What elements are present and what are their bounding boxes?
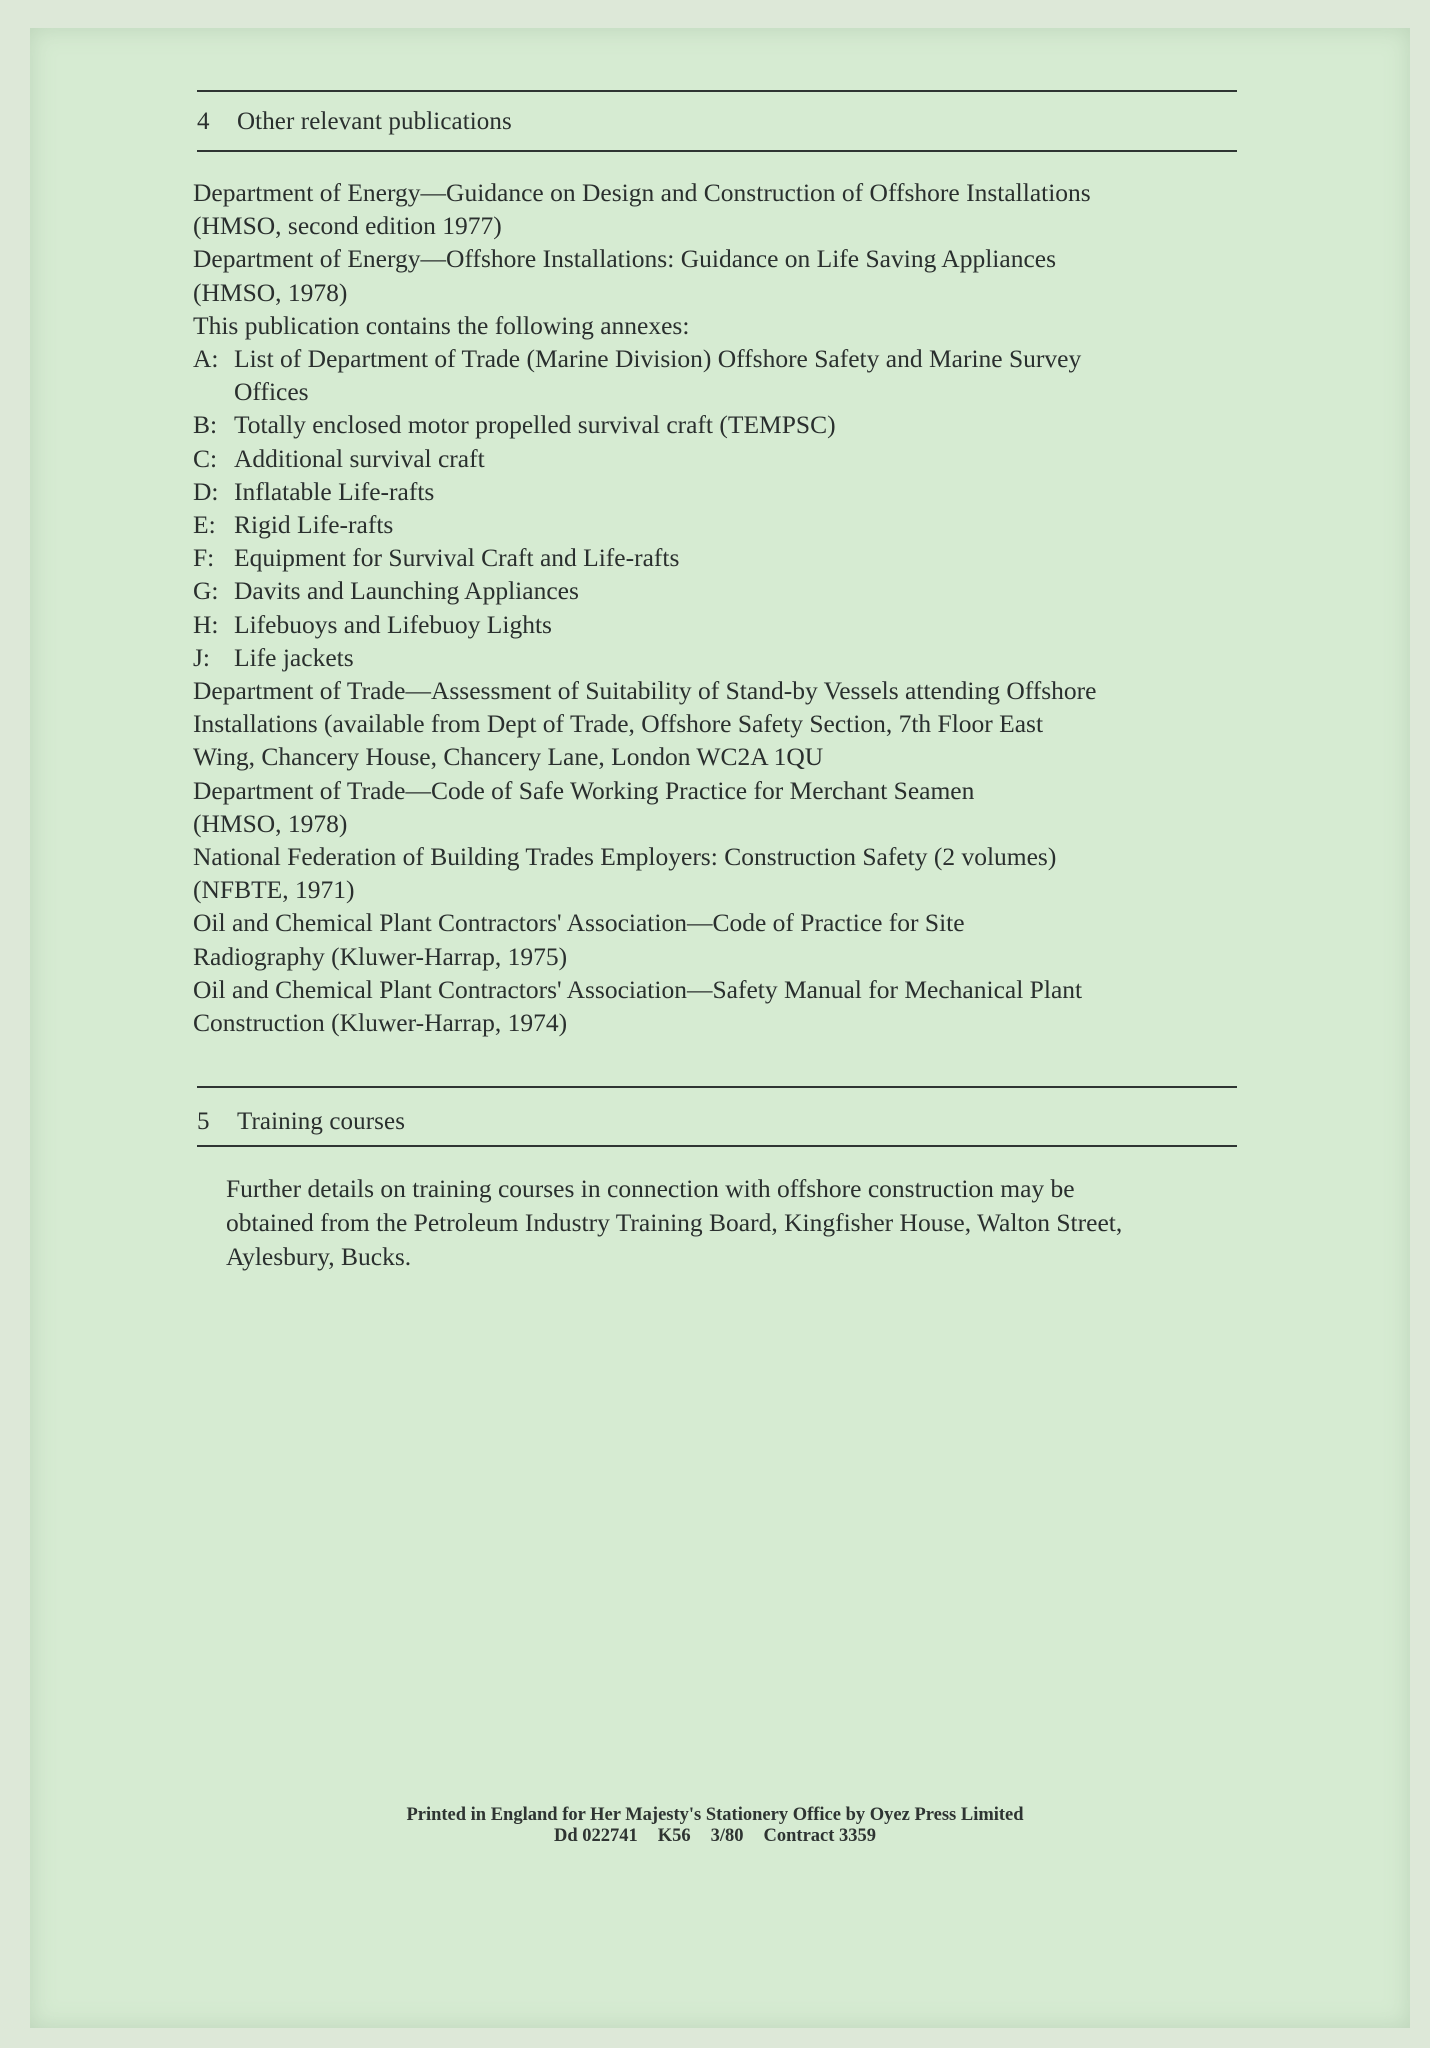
annex-item [193, 574, 1253, 607]
publication-line: (HMSO, 1978) [193, 277, 348, 307]
section-4-bottom-rule [197, 150, 1237, 152]
publication-line: Department of Energy—Guidance on Design and Construction of Offshore Installations [193, 178, 1091, 207]
section-5-number: 5 [197, 1108, 210, 1135]
publication-line: Oil and Chemical Plant Contractors' Association—Code of Practice for Site [193, 908, 965, 938]
imprint-contract: Contract 3359 [763, 1826, 877, 1846]
publication-item [193, 973, 1253, 1039]
section-5-bottom-rule [197, 1145, 1237, 1147]
section-5-title: Training courses [237, 1108, 406, 1135]
publication-line: Department of Trade—Code of Safe Working Practice for Merchant Seamen [193, 775, 975, 805]
annex-intro [193, 309, 1253, 342]
annex-item [193, 408, 1253, 441]
annex-list [193, 342, 1253, 674]
publication-item [193, 176, 1253, 242]
annex-text: Inflatable Life-rafts [234, 476, 435, 506]
printer-imprint [0, 1805, 1430, 1847]
publication-item [193, 774, 1253, 840]
annex-letter: B: [193, 410, 218, 440]
imprint-line: Printed in England for Her Majesty's Stationery Office by Oyez Press Limited [406, 1805, 1024, 1825]
annex-letter: D: [193, 476, 219, 506]
annex-text: Life jackets [234, 642, 354, 672]
publication-line: Oil and Chemical Plant Contractors' Association—Safety Manual for Mechanical Plant [193, 974, 1083, 1004]
publication-line: (HMSO, second edition 1977) [193, 211, 502, 241]
section-5-heading [197, 1108, 405, 1136]
publication-line: This publication contains the following annexes: [193, 310, 690, 340]
section-4-title: Other relevant publications [237, 108, 512, 135]
publication-line: Radiography (Kluwer-Harrap, 1975) [193, 941, 568, 971]
section-4-heading [197, 108, 512, 136]
annex-item [193, 475, 1253, 508]
annex-text: Equipment for Survival Craft and Life-rafts [234, 543, 680, 573]
annex-text: Totally enclosed motor propelled survival craft (TEMPSC) [234, 410, 836, 440]
publication-line: Wing, Chancery House, Chancery Lane, London WC2A 1QU [193, 742, 824, 772]
publication-line: (HMSO, 1978) [193, 808, 348, 838]
annex-letter: G: [193, 576, 219, 606]
annex-item [193, 541, 1253, 574]
annex-item [193, 641, 1253, 674]
publication-item [193, 242, 1253, 308]
publication-line: National Federation of Building Trades Employers: Construction Safety (2 volumes) [193, 842, 1057, 872]
publication-item [193, 840, 1253, 906]
section-5-top-rule [197, 1086, 1237, 1088]
imprint-date: 3/80 [710, 1826, 744, 1846]
annex-letter: E: [193, 510, 216, 540]
section-4-number: 4 [197, 108, 210, 135]
annex-letter: C: [193, 443, 218, 473]
imprint-dd: Dd 022741 [553, 1826, 638, 1846]
publication-line: Department of Trade—Assessment of Suitability of Stand-by Vessels attending Offshore [193, 676, 1097, 706]
annex-text: Lifebuoys and Lifebuoy Lights [234, 609, 552, 639]
annex-letter: F: [193, 543, 215, 573]
annex-text: Rigid Life-rafts [234, 510, 394, 540]
annex-letter: J: [193, 642, 211, 672]
training-line: obtained from the Petroleum Industry Training Board, Kingfisher House, Walton Street, [226, 1208, 1123, 1237]
training-line: Aylesbury, Bucks. [226, 1242, 412, 1271]
annex-item [193, 342, 1253, 408]
annex-letter: H: [193, 609, 219, 639]
publication-line: (NFBTE, 1971) [193, 875, 355, 905]
section-4-top-rule [197, 90, 1237, 92]
annex-text: Additional survival craft [234, 443, 485, 473]
training-line: Further details on training courses in connection with offshore construction may be [226, 1174, 1075, 1203]
annex-item [193, 442, 1253, 475]
annex-text: List of Department of Trade (Marine Division) Offshore Safety and Marine Survey [234, 344, 1082, 374]
publication-line: Installations (available from Dept of Trade, Offshore Safety Section, 7th Floor East [193, 709, 1044, 739]
annex-text: Davits and Launching Appliances [234, 576, 579, 606]
annex-item [193, 608, 1253, 641]
annex-letter: A: [193, 344, 219, 374]
section-5-body [226, 1172, 1286, 1274]
publication-item [193, 906, 1253, 972]
imprint-codes [0, 1826, 1430, 1847]
imprint-k: K56 [657, 1826, 691, 1846]
publication-item [193, 674, 1253, 774]
publication-line: Department of Energy—Offshore Installations: Guidance on Life Saving Appliances [193, 244, 1057, 274]
publication-line: Construction (Kluwer-Harrap, 1974) [193, 1008, 568, 1038]
annex-text-continued: Offices [234, 377, 309, 407]
section-4-body [193, 176, 1253, 1039]
annex-item [193, 508, 1253, 541]
